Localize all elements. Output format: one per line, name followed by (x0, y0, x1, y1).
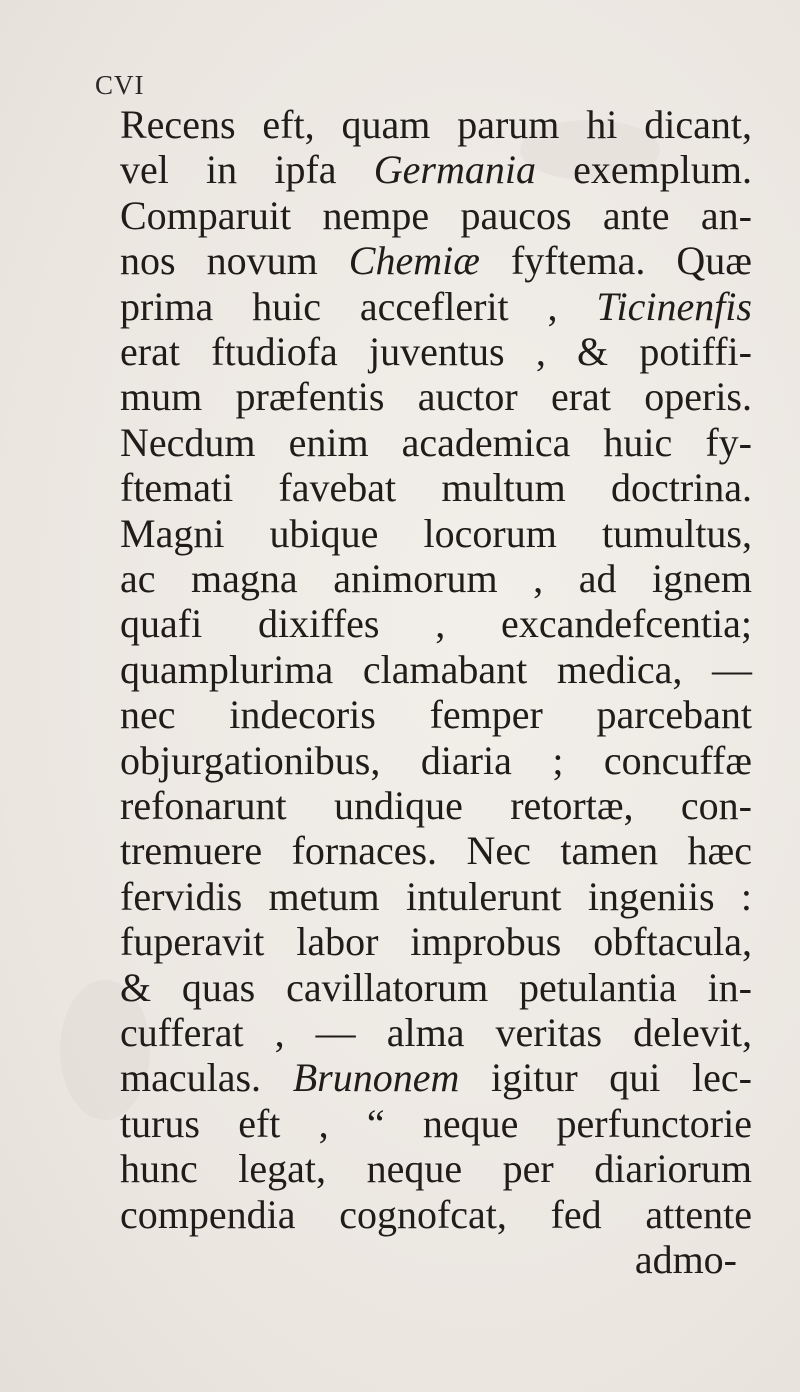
text-line (120, 329, 752, 374)
text-line (120, 556, 752, 601)
text-line (120, 646, 752, 692)
text-run: hunc legat, neque per diariorum (120, 1146, 752, 1192)
text-line (120, 465, 752, 511)
text-run: Comparuit nempe paucos ante an- (120, 192, 752, 238)
text-line (120, 374, 752, 420)
text-line (120, 192, 752, 238)
text-run: cufferat , — alma veritas delevit, (120, 1010, 752, 1055)
italic-word: Brunonem (292, 1055, 460, 1101)
text-run: fuperavit labor improbus obftacula, (120, 919, 752, 965)
text-line (634, 1237, 737, 1282)
text-run: vel in ipfa (120, 147, 374, 193)
text-run: objurgationibus, diaria ; concuffæ (120, 737, 752, 783)
text-run: prima huic acceflerit , (120, 283, 597, 329)
text-run: Magni ubique locorum tumultus, (120, 510, 752, 556)
text-run: nec indecoris femper parcebant (120, 692, 752, 738)
text-run: Recens eft, quam parum hi dicant, (120, 102, 752, 147)
text-run: quamplurima clamabant medica, — (120, 646, 752, 692)
page-number: CVI (95, 70, 145, 100)
text-run: fervidis metum intulerunt ingeniis : (120, 873, 752, 919)
text-line (120, 692, 752, 738)
text-line (120, 737, 752, 783)
text-run: maculas. (120, 1055, 293, 1101)
text-run: admo- (634, 1237, 737, 1282)
text-line (120, 873, 752, 919)
text-run: ftemati favebat multum doctrina. (120, 465, 752, 511)
italic-word: Germania (373, 147, 536, 193)
text-line (120, 919, 752, 965)
text-run: refonarunt undique retortæ, con- (120, 783, 752, 828)
text-line (120, 1146, 752, 1192)
text-line (120, 147, 752, 193)
text-line (120, 1191, 752, 1237)
text-line (120, 828, 752, 874)
text-line (120, 510, 752, 556)
text-line (120, 964, 752, 1010)
text-run: exemplum. (535, 147, 752, 193)
text-run: Necdum enim academica huic fy- (120, 419, 752, 465)
text-line (120, 1010, 752, 1055)
text-run: igitur qui lec- (459, 1055, 752, 1101)
text-line (120, 283, 752, 329)
text-line (120, 102, 752, 147)
text-line (120, 238, 752, 284)
text-run: erat ftudiofa juventus , & potiffi- (120, 329, 752, 374)
text-run: compendia cognofcat, fed attente (120, 1191, 752, 1237)
text-line (120, 419, 752, 465)
text-line (120, 601, 752, 647)
text-run: quafi dixiffes , excandefcentia; (120, 601, 752, 647)
text-line (120, 1100, 752, 1146)
text-line (120, 783, 752, 828)
text-run: nos novum (120, 238, 349, 284)
italic-word: Ticinenfis (596, 283, 752, 329)
italic-word: Chemiæ (348, 238, 480, 284)
text-run: ac magna animorum , ad ignem (120, 556, 752, 601)
text-line (120, 1055, 752, 1101)
text-run: fyftema. Quæ (479, 238, 752, 284)
text-run: tremuere fornaces. Nec tamen hæc (120, 828, 752, 874)
text-run: mum præfentis auctor erat operis. (120, 374, 752, 420)
text-run: & quas cavillatorum petulantia in- (120, 964, 752, 1010)
text-run: turus eft , “ neque perfunctorie (120, 1100, 752, 1146)
